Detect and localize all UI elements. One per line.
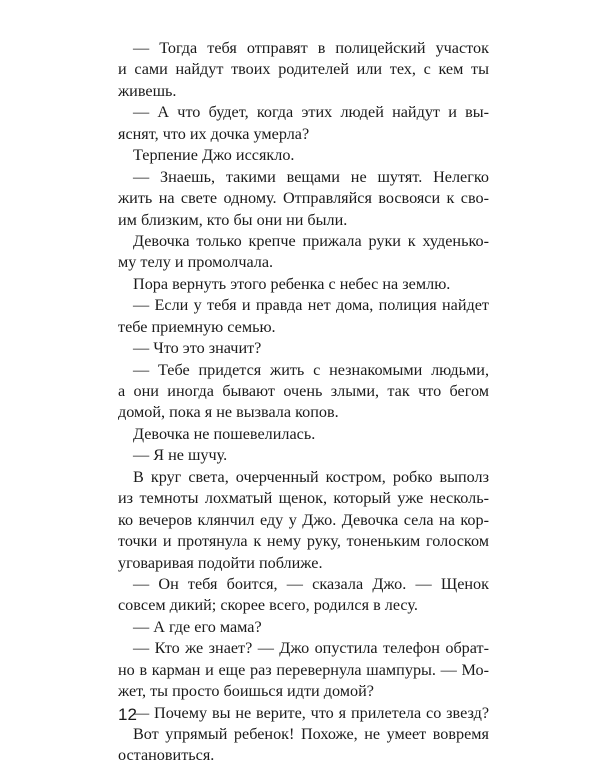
text-line: — Тогда тебя отправят в полицейский участок [133,39,489,57]
text-line: Вот упрямый ребенок! Похоже, не умеет вовремя [133,725,489,743]
text-line: — А что будет, когда этих людей найдут и вы- [133,103,489,122]
text-line: точки и протянула к нему руку, тоненьким голоском [118,532,489,551]
text-line: но в карман и еще раз перевернула шампуры. — Мо- [118,660,489,679]
text-line: — Кто же знает? — Джо опустила телефон обрат- [133,639,489,658]
text-line: а они иногда бывают очень злыми, так что бегом [118,382,489,400]
text-line: Девочка только крепче прижала руки к худенько- [133,231,489,250]
text-line: живешь. [118,81,177,100]
text-line: — Я не шучу. [133,446,228,465]
text-line: — Он тебя боится, — сказала Джо. — Щенок [133,574,489,593]
text-line: му телу и промолчала. [118,253,274,272]
text-line: — Почему вы не верите, что я прилетела со звезд? [133,703,489,722]
text-line: Терпение Джо иссякло. [133,146,295,165]
text-line: Девочка не пошевелилась. [133,424,316,443]
text-line: — А где его мама? [133,617,262,636]
page-number: 12 [118,705,137,724]
text-line: из темноты лохматый щенок, который уже несколь- [118,489,489,508]
text-line: В круг света, очерченный костром, робко выполз [133,467,489,486]
text-line: жет, ты просто боишься идти домой? [118,682,374,701]
text-line: — Что это значит? [133,339,262,358]
text-line: и сами найдут твоих родителей или тех, с кем ты [118,60,489,79]
text-line: им близким, кто бы они ни были. [118,210,348,229]
text-line: — Знаешь, такими вещами не шутят. Нелегко [133,167,489,186]
text-line: жить на свете одному. Отправляйся восвояси к сво- [118,189,489,208]
text-line: Пора вернуть этого ребенка с небес на землю. [133,274,451,293]
text-line: остановиться. [118,746,215,765]
text-line: ко вечеров клянчил еду у Джо. Девочка села на кор- [118,510,489,529]
text-line: — Если у тебя и правда нет дома, полиция найдет [133,296,489,315]
text-line: домой, пока я не вызвала копов. [118,403,339,422]
text-line: яснят, что их дочка умерла? [118,124,310,143]
text-line: — Тебе придется жить с незнакомыми людьми, [133,360,489,379]
text-line: тебе приемную семью. [118,317,276,336]
text-line: уговаривая подойти поближе. [118,553,323,572]
text-line: совсем дикий; скорее всего, родился в лесу. [118,596,418,615]
body-text [118,38,489,767]
